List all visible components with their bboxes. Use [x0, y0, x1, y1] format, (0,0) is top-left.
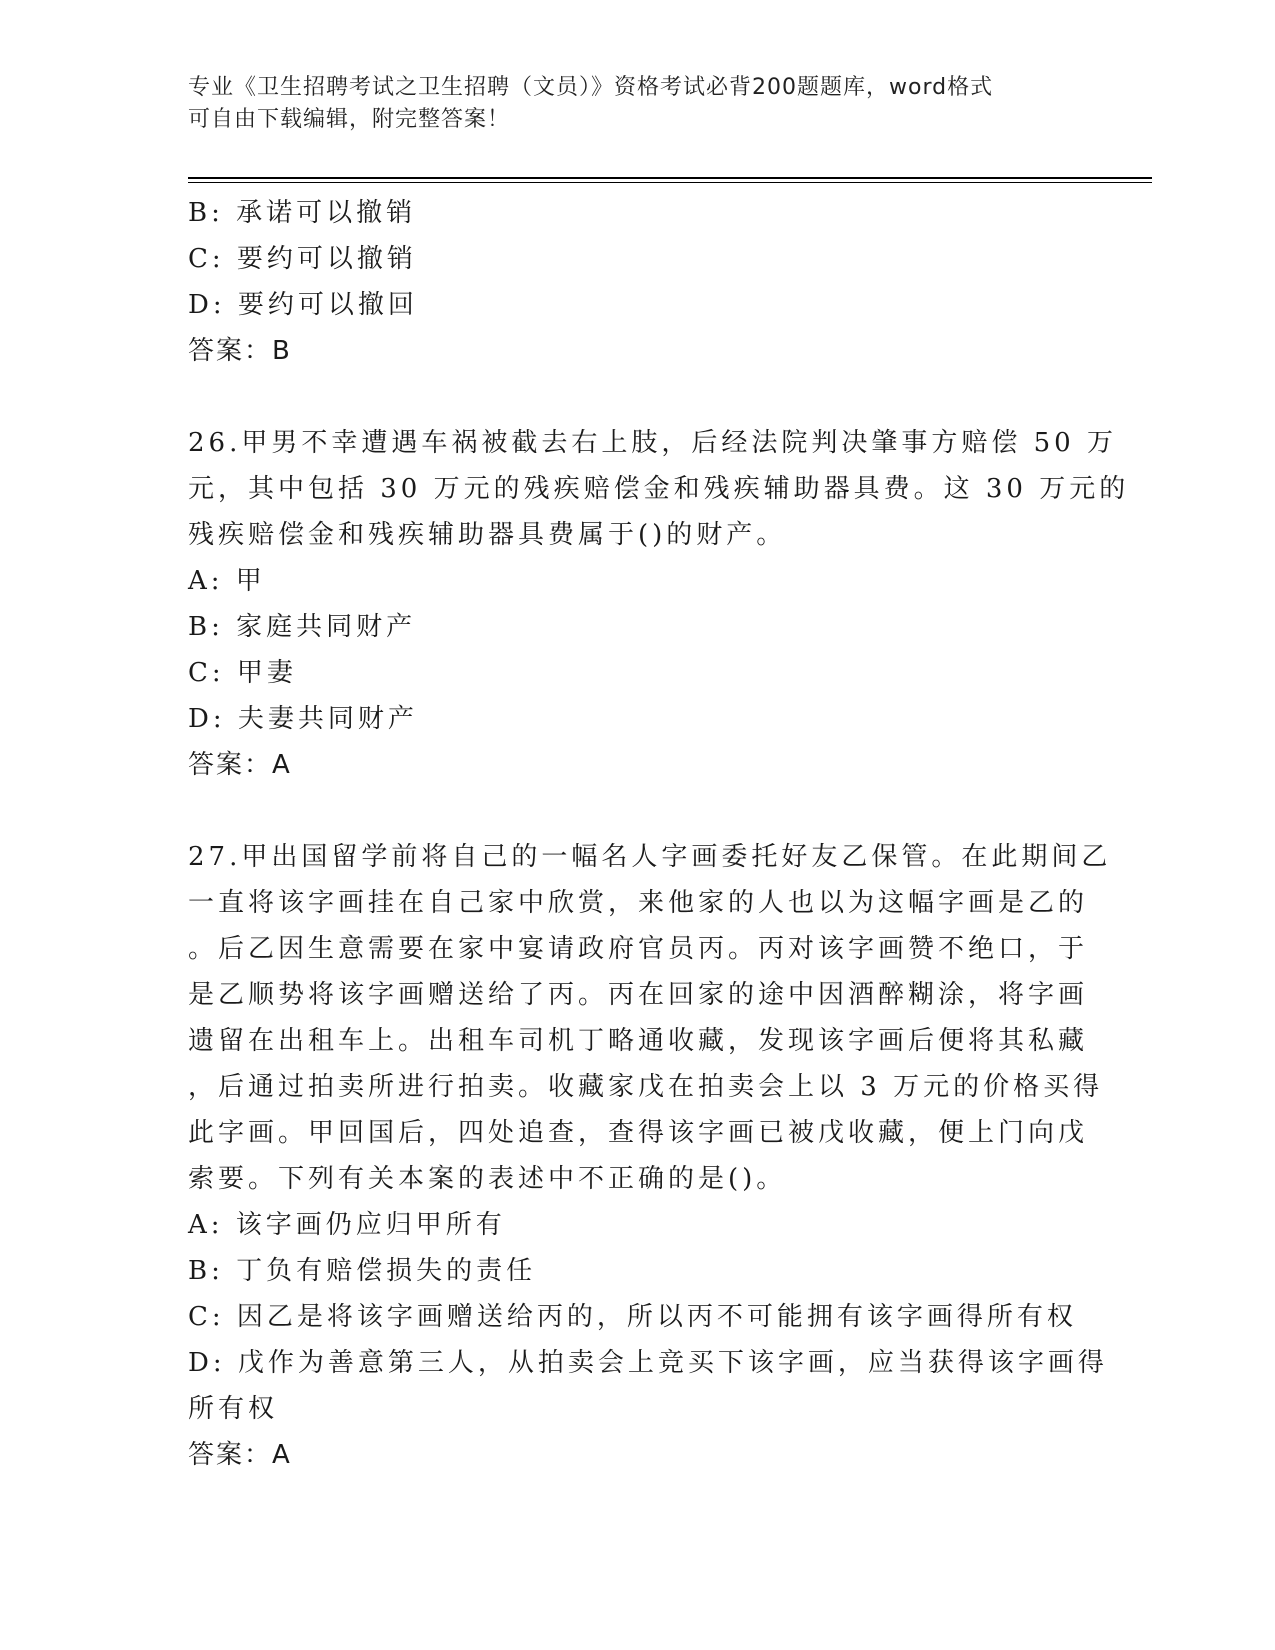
option-d: D: 夫妻共同财产: [188, 704, 418, 734]
option-b: B: 丁负有赔偿损失的责任: [188, 1256, 537, 1286]
question-content: [188, 190, 1130, 1478]
question-stem-line: 一直将该字画挂在自己家中欣赏，来他家的人也以为这幅字画是乙的: [188, 888, 1089, 918]
question-stem-line: 遗留在出租车上。出租车司机丁略通收藏，发现该字画后便将其私藏: [188, 1026, 1089, 1056]
spacer: [188, 788, 1088, 834]
header-line-1: 专业《卫生招聘考试之卫生招聘（文员）》资格考试必背200题题库，word格式: [188, 75, 994, 100]
header-line-2: 可自由下载编辑，附完整答案！: [188, 107, 511, 132]
header-rule-thick: [188, 177, 1152, 179]
question-stem-line: 。后乙因生意需要在家中宴请政府官员丙。丙对该字画赞不绝口，于: [188, 934, 1089, 964]
question-25-tail: [188, 190, 1088, 374]
question-stem-line: 26.甲男不幸遭遇车祸被截去右上肢，后经法院判决肇事方赔偿 50 万: [188, 428, 1117, 458]
spacer: [188, 374, 1088, 420]
option-c: C: 因乙是将该字画赠送给丙的，所以丙不可能拥有该字画得所有权: [188, 1302, 1077, 1332]
option-c: C: 要约可以撤销: [188, 244, 417, 274]
question-stem-line: ，后通过拍卖所进行拍卖。收藏家戊在拍卖会上以 3 万元的价格买得: [188, 1072, 1104, 1102]
question-stem-line: 残疾赔偿金和残疾辅助器具费属于()的财产。: [188, 520, 787, 550]
option-a: A: 甲: [188, 566, 266, 596]
answer-line: 答案：A: [188, 1440, 292, 1470]
question-stem-line: 27.甲出国留学前将自己的一幅名人字画委托好友乙保管。在此期间乙: [188, 842, 1112, 872]
option-b: B: 承诺可以撤销: [188, 198, 417, 228]
question-stem-line: 此字画。甲回国后，四处追查，查得该字画已被戊收藏，便上门向戊: [188, 1118, 1089, 1148]
option-b: B: 家庭共同财产: [188, 612, 417, 642]
option-d-continuation: 所有权: [188, 1394, 279, 1424]
option-a: A: 该字画仍应归甲所有: [188, 1210, 506, 1240]
question-stem-line: 元，其中包括 30 万元的残疾赔偿金和残疾辅助器具费。这 30 万元的: [188, 474, 1130, 504]
answer-line: 答案：A: [188, 750, 292, 780]
option-d: D: 戊作为善意第三人，从拍卖会上竞买下该字画，应当获得该字画得: [188, 1348, 1108, 1378]
answer-line: 答案：B: [188, 336, 292, 366]
question-27: [188, 834, 1112, 1478]
question-stem-line: 索要。下列有关本案的表述中不正确的是()。: [188, 1164, 787, 1194]
header-rule-thin: [188, 182, 1152, 183]
question-26: [188, 420, 1130, 788]
option-c: C: 甲妻: [188, 658, 297, 688]
option-d: D: 要约可以撤回: [188, 290, 418, 320]
question-stem-line: 是乙顺势将该字画赠送给了丙。丙在回家的途中因酒醉糊涂，将字画: [188, 980, 1089, 1010]
document-header: [188, 72, 1088, 136]
